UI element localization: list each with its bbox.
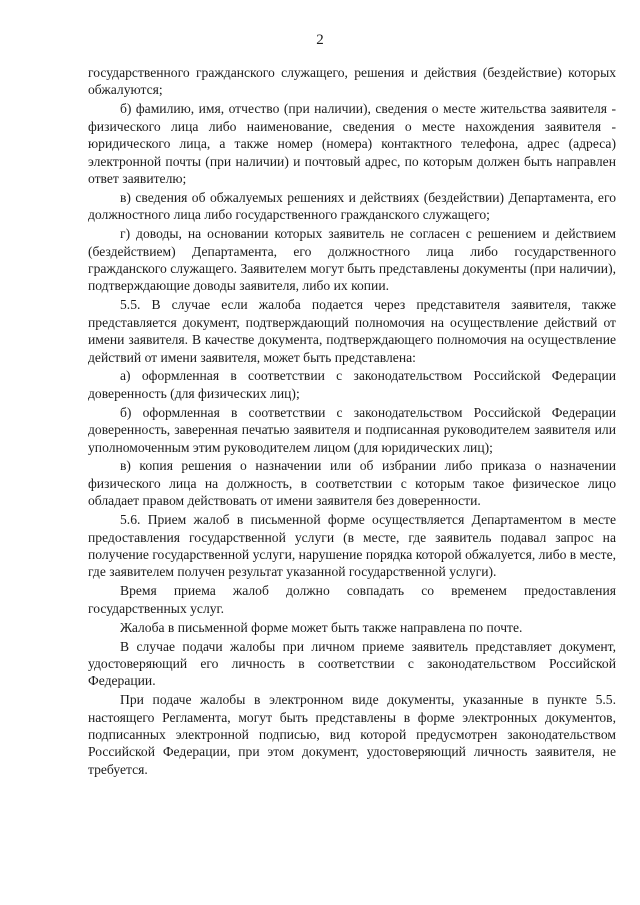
paragraph: г) доводы, на основании которых заявитель не согласен с решением и действием (бездействием) Департамента, его должностного лица либо государственного гражданского служащего. Заявителем могут быть представлены документы (при наличии), подтверждающие доводы заявителя, либо их копии. [88, 226, 616, 294]
paragraph: Время приема жалоб должно совпадать со временем предоставления государственных услуг. [88, 583, 616, 616]
paragraph: а) оформленная в соответствии с законодательством Российской Федерации доверенность (для физических лиц); [88, 368, 616, 401]
paragraph: в) сведения об обжалуемых решениях и действиях (бездействии) Департамента, его должностного лица либо государственного гражданского служащего; [88, 189, 616, 223]
paragraph: Жалоба в письменной форме может быть также направлена по почте. [120, 619, 523, 635]
paragraph: государственного гражданского служащего, решения и действия (бездействие) которых обжалуются; [88, 65, 616, 98]
page-number: 2 [316, 32, 324, 48]
paragraph: б) фамилию, имя, отчество (при наличии), сведения о месте жительства заявителя - физического лица либо наименование, сведения о месте нахождения заявителя - юридического лица, а также номер (номера) контактного телефона, адрес (адреса) электронной почты (при наличии) и почтовый адрес, по которым должен быть направлен ответ заявителю; [88, 101, 616, 186]
paragraph: При подаче жалобы в электронном виде документы, указанные в пункте 5.5. настоящего Регламента, могут быть представлены в форме электронных документов, подписанных электронной подписью, вид которой предусмотрен законодательством Российской Федерации, при этом документ, удостоверяющий личность заявителя, не требуется. [88, 692, 616, 777]
paragraph: б) оформленная в соответствии с законодательством Российской Федерации доверенность, заверенная печатью заявителя и подписанная руководителем заявителя или уполномоченным этим руководителем лицом (для юридических лиц); [88, 404, 616, 455]
paragraph: 5.5. В случае если жалоба подается через представителя заявителя, также представляется документ, подтверждающий полномочия на осуществление действий от имени заявителя. В качестве документа, подтверждающего полномочия на осуществление действий от имени заявителя, может быть представлена: [88, 297, 616, 365]
document-body [88, 64, 616, 780]
paragraph: 5.6. Прием жалоб в письменной форме осуществляется Департаментом в месте предоставления государственной услуги (в месте, где заявитель подавал запрос на получение государственной услуги, нарушение порядка которой обжалуется, либо в месте, где заявителем получен результат указанной государственной услуги). [88, 512, 617, 580]
paragraph: В случае подачи жалобы при личном приеме заявитель представляет документ, удостоверяющий его личность в соответствии с законодательством Российской Федерации. [88, 638, 616, 689]
paragraph: в) копия решения о назначении или об избрании либо приказа о назначении физического лица на должность, в соответствии с которым такое физическое лицо обладает правом действовать от имени заявителя без доверенности. [88, 458, 616, 509]
